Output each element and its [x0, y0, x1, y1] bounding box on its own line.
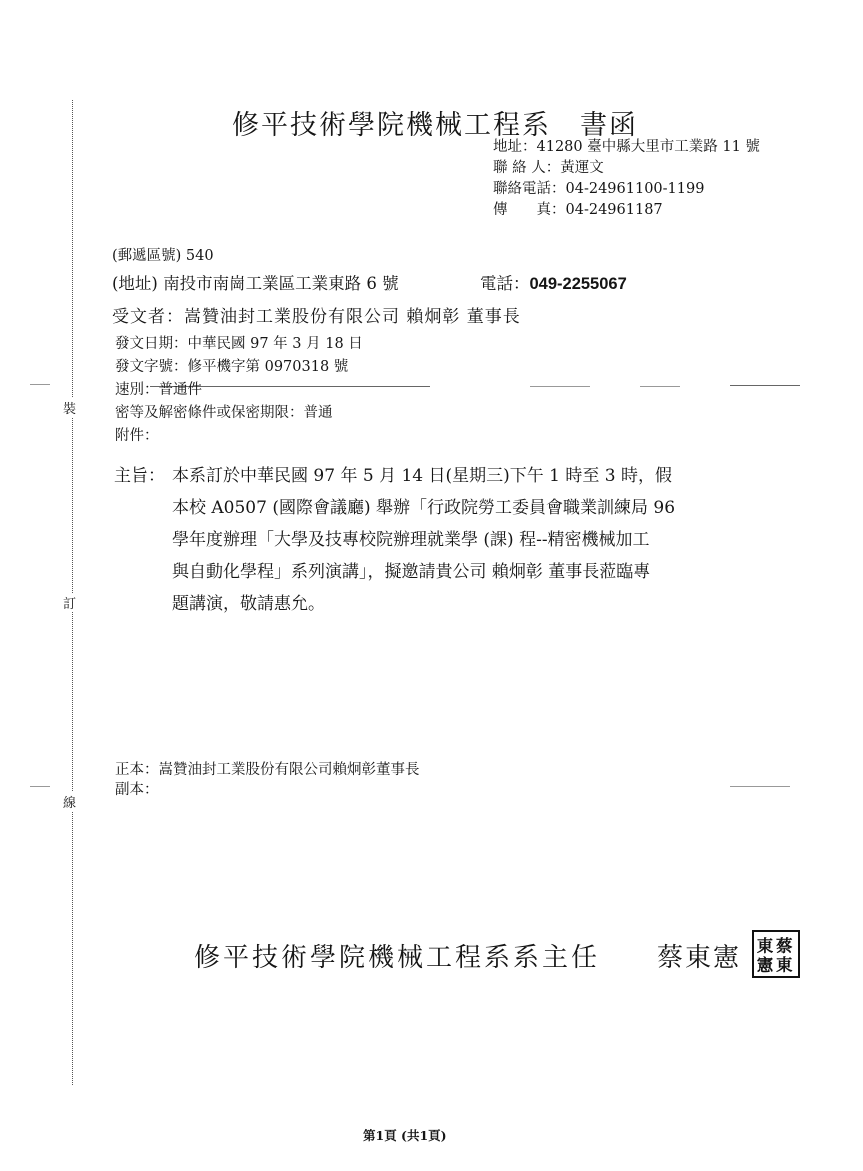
recipient-address: (地址) 南投市南崗工業區工業東路 6 號 [112, 274, 399, 293]
issue-date: 發文日期：中華民國 97 年 3 月 18 日 [115, 336, 363, 352]
subject-line: 本系訂於中華民國 97 年 5 月 14 日(星期三)下午 1 時至 3 時，假 [172, 466, 673, 486]
seal-char: 東 [756, 936, 774, 956]
subject-line: 題講演，敬請惠允。 [172, 594, 325, 614]
scan-artifact-line [530, 386, 590, 387]
delivery-speed: 速別：普通件 [115, 382, 202, 398]
distribution [115, 760, 420, 800]
scan-artifact-line [30, 786, 50, 787]
subject-line: 學年度辦理「大學及技專校院辦理就業學 (課) 程--精密機械加工 [172, 530, 650, 550]
subject-text [172, 460, 675, 620]
sender-address: 地址：41280 臺中縣大里市工業路 11 號 [493, 139, 760, 155]
sender-contact: 聯 絡 人：黃運文 [493, 160, 604, 176]
binding-mark-zhuang: 裝 [63, 398, 76, 417]
sender-fax: 傳 真：04-24961187 [493, 202, 663, 218]
sender-info [493, 137, 760, 221]
secrecy-level: 密等及解密條件或保密期限：普通 [115, 405, 333, 421]
document-number: 發文字號：修平機字第 0970318 號 [115, 359, 349, 375]
page-number: 第1頁 (共1頁) [363, 1128, 447, 1143]
recipient-phone-line [480, 270, 627, 294]
document-meta [115, 333, 363, 448]
seal-char: 憲 [756, 955, 774, 975]
recipient-phone: 049-2255067 [529, 275, 627, 293]
seal-glyphs [754, 932, 798, 976]
scan-artifact-line [730, 786, 790, 787]
scan-artifact-line [30, 384, 50, 385]
signature-title: 修平技術學院機械工程系系主任 [194, 943, 601, 973]
subject-line: 本校 A0507 (國際會議廳) 舉辦「行政院勞工委員會職業訓練局 96 [172, 498, 676, 518]
scan-artifact-line [730, 385, 800, 386]
recipient-zip: (郵遞區號) 540 [112, 248, 214, 264]
original-recipient: 正本：嵩贊油封工業股份有限公司賴炯彰董事長 [115, 762, 420, 778]
seal-char: 東 [776, 955, 793, 975]
copy-recipient: 副本： [115, 782, 159, 798]
sender-phone: 聯絡電話：04-24961100-1199 [493, 181, 705, 197]
scan-artifact-line [640, 386, 680, 387]
phone-label: 電話： [480, 274, 530, 293]
letter-title: 修平技術學院機械工程系 書函 [232, 110, 638, 141]
subject-line: 與自動化學程」系列演講」，擬邀請貴公司 賴炯彰 董事長蒞臨專 [172, 562, 651, 582]
seal-char: 蔡 [776, 936, 793, 956]
recipient: 受文者：嵩贊油封工業股份有限公司 賴炯彰 董事長 [112, 307, 521, 327]
official-seal-stamp [752, 930, 800, 978]
attachments: 附件： [115, 428, 159, 444]
binding-mark-xian: 線 [63, 792, 76, 811]
signer-name: 蔡東憲 [657, 943, 742, 973]
binding-mark-ding: 訂 [63, 593, 76, 612]
subject-label: 主旨： [114, 466, 165, 486]
